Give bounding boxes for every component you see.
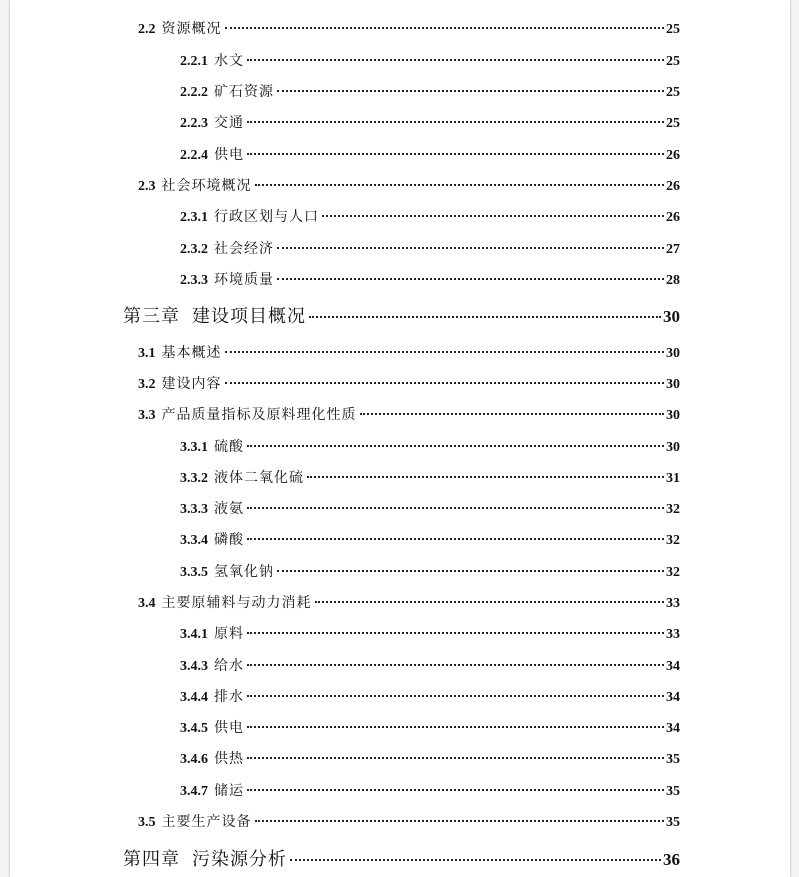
toc-entry[interactable] (10, 561, 790, 581)
toc-entry-page: 25 (666, 54, 680, 69)
toc-entry-page: 35 (666, 752, 680, 767)
toc-entry-page: 25 (666, 116, 680, 131)
toc-entry-title: 硫酸 (214, 439, 244, 455)
toc-entry-title: 储运 (214, 783, 244, 799)
toc-entry[interactable] (10, 529, 790, 549)
toc-entry-number: 第三章 (123, 306, 180, 327)
toc-entry-page: 30 (666, 346, 680, 361)
toc-entry[interactable] (10, 623, 790, 643)
toc-entry-title: 产品质量指标及原料理化性质 (161, 407, 357, 423)
toc-leader-dots (247, 664, 664, 666)
toc-entry-title: 基本概述 (161, 345, 222, 361)
toc-entry-title: 建设项目概况 (192, 306, 306, 327)
toc-leader-dots (225, 382, 665, 384)
toc-entry-title: 污染源分析 (192, 849, 287, 870)
toc-entry-title: 氢氧化钠 (214, 564, 274, 580)
toc-entry[interactable] (10, 592, 790, 612)
toc-entry-number: 3.3.1 (180, 440, 208, 455)
toc-entry-number: 3.4.3 (180, 659, 208, 674)
toc-entry-number: 2.2.4 (180, 148, 208, 163)
toc-entry-page: 35 (666, 784, 680, 799)
toc-entry-number: 3.4.5 (180, 721, 208, 736)
toc-entry-page: 31 (666, 471, 680, 486)
toc-entry-number: 3.4.4 (180, 690, 208, 705)
toc-entry-title: 供电 (214, 147, 244, 163)
toc-entry-number: 2.3.2 (180, 242, 208, 257)
toc-entry-page: 30 (666, 440, 680, 455)
toc-entry[interactable] (10, 467, 790, 487)
toc-entry-number: 3.5 (138, 815, 156, 830)
toc-entry-title: 液氨 (214, 501, 244, 517)
toc-entry-page: 30 (666, 377, 680, 392)
toc-entry-page: 32 (666, 533, 680, 548)
toc-entry[interactable] (10, 206, 790, 226)
toc-leader-dots (247, 121, 664, 123)
toc-entry[interactable] (10, 655, 790, 675)
toc-leader-dots (225, 27, 665, 29)
toc-entry-title: 资源概况 (161, 21, 222, 37)
toc-leader-dots (307, 476, 664, 478)
toc-entry[interactable] (10, 175, 790, 195)
toc-entry-page: 36 (663, 850, 680, 869)
toc-entry-number: 2.2.2 (180, 85, 208, 100)
toc-entry[interactable] (10, 373, 790, 393)
toc-entry-page: 33 (666, 596, 680, 611)
toc-entry-page: 32 (666, 565, 680, 580)
toc-entry-number: 3.3.4 (180, 533, 208, 548)
toc-leader-dots (322, 215, 664, 217)
toc-entry-title: 给水 (214, 658, 244, 674)
toc-entry-number: 3.4.1 (180, 627, 208, 642)
toc-entry-title: 矿石资源 (214, 84, 274, 100)
toc-entry-number: 2.3 (138, 179, 156, 194)
toc-leader-dots (277, 570, 664, 572)
toc-entry-page: 25 (666, 85, 680, 100)
toc-leader-dots (247, 538, 664, 540)
toc-leader-dots (255, 184, 665, 186)
toc-leader-dots (247, 695, 664, 697)
toc-entry-title: 交通 (214, 115, 244, 131)
toc-entry[interactable] (10, 50, 790, 70)
toc-entry-page: 34 (666, 659, 680, 674)
toc-entry-number: 2.2 (138, 22, 156, 37)
toc-entry[interactable] (10, 238, 790, 258)
toc-entry-title: 供电 (214, 720, 244, 736)
toc-entry-number: 2.3.1 (180, 210, 208, 225)
toc-leader-dots (247, 789, 664, 791)
toc-entry-title: 水文 (214, 53, 244, 69)
toc-entry[interactable] (10, 81, 790, 101)
toc-entry[interactable] (10, 498, 790, 518)
toc-entry-number: 3.3.3 (180, 502, 208, 517)
toc-leader-dots (247, 507, 664, 509)
toc-entry-title: 原料 (214, 626, 244, 642)
toc-leader-dots (255, 820, 665, 822)
toc-entry-page: 30 (666, 408, 680, 423)
toc-entry-title: 行政区划与人口 (214, 209, 319, 225)
toc-entry-number: 3.4.7 (180, 784, 208, 799)
toc-entry-title: 建设内容 (161, 376, 222, 392)
toc-leader-dots (277, 90, 664, 92)
toc-entry-number: 3.3 (138, 408, 156, 423)
toc-entry-title: 环境质量 (214, 272, 274, 288)
toc-leader-dots (247, 632, 664, 634)
toc-leader-dots (290, 859, 661, 861)
toc-entry-title: 主要原辅料与动力消耗 (161, 595, 312, 611)
toc-entry-page: 30 (663, 307, 680, 326)
toc-chapter-entry[interactable] (10, 302, 790, 328)
toc-leader-dots (277, 278, 664, 280)
toc-entry-number: 3.4.6 (180, 752, 208, 767)
toc-entry-page: 28 (666, 273, 680, 288)
toc-leader-dots (277, 247, 664, 249)
toc-entry[interactable] (10, 112, 790, 132)
toc-entry-number: 2.2.1 (180, 54, 208, 69)
toc-entry[interactable] (10, 811, 790, 831)
toc-entry-page: 35 (666, 815, 680, 830)
toc-entry-page: 32 (666, 502, 680, 517)
toc-entry[interactable] (10, 269, 790, 289)
toc-entry[interactable] (10, 748, 790, 768)
toc-entry[interactable] (10, 686, 790, 706)
toc-entry-title: 主要生产设备 (161, 814, 252, 830)
toc-entry-title: 排水 (214, 689, 244, 705)
toc-entry-title: 社会环境概况 (161, 178, 252, 194)
toc-entry-page: 33 (666, 627, 680, 642)
toc-entry[interactable] (10, 18, 790, 38)
toc-leader-dots (309, 316, 661, 318)
toc-leader-dots (247, 726, 664, 728)
toc-entry-page: 25 (666, 22, 680, 37)
toc-entry[interactable] (10, 780, 790, 800)
toc-entry-page: 26 (666, 179, 680, 194)
toc-entry-number: 2.3.3 (180, 273, 208, 288)
toc-leader-dots (247, 153, 664, 155)
toc-entry-page: 34 (666, 721, 680, 736)
toc-entry-number: 3.4 (138, 596, 156, 611)
toc-leader-dots (315, 601, 665, 603)
toc-leader-dots (247, 445, 664, 447)
toc-leader-dots (225, 351, 665, 353)
toc-chapter-entry[interactable] (10, 845, 790, 871)
toc-entry-page: 26 (666, 210, 680, 225)
toc-leader-dots (360, 413, 665, 415)
toc-entry-title: 磷酸 (214, 532, 244, 548)
toc-entry-page: 27 (666, 242, 680, 257)
toc-entry[interactable] (10, 404, 790, 424)
toc-entry-title: 社会经济 (214, 241, 274, 257)
toc-entry[interactable] (10, 144, 790, 164)
toc-entry-number: 3.2 (138, 377, 156, 392)
toc-entry-title: 供热 (214, 751, 244, 767)
toc-entry-number: 3.3.2 (180, 471, 208, 486)
toc-entry-page: 34 (666, 690, 680, 705)
toc-leader-dots (247, 59, 664, 61)
toc-entry[interactable] (10, 717, 790, 737)
toc-entry-number: 2.2.3 (180, 116, 208, 131)
toc-entry-title: 液体二氧化硫 (214, 470, 304, 486)
toc-entry-number: 3.1 (138, 346, 156, 361)
document-page (10, 0, 790, 877)
toc-entry-number: 第四章 (123, 849, 180, 870)
toc-entry[interactable] (10, 436, 790, 456)
toc-entry-page: 26 (666, 148, 680, 163)
toc-entry-number: 3.3.5 (180, 565, 208, 580)
toc-leader-dots (247, 757, 664, 759)
toc-entry[interactable] (10, 342, 790, 362)
